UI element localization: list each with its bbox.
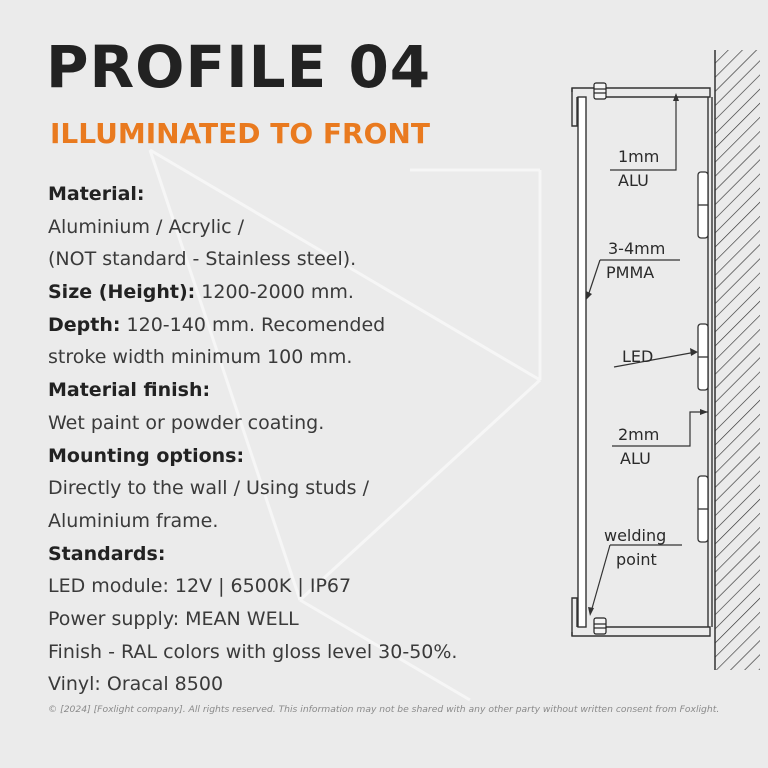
standards-line-1: LED module: 12V | 6500K | IP67 bbox=[48, 575, 352, 598]
label-pmma-thickness: 3-4mm bbox=[608, 239, 666, 258]
material-heading: Material: bbox=[48, 183, 145, 205]
label-alu-1mm-thickness: 1mm bbox=[618, 147, 660, 166]
finish-value: Wet paint or powder coating. bbox=[48, 411, 325, 434]
standards-heading: Standards: bbox=[48, 542, 166, 565]
mounting-heading: Mounting options: bbox=[48, 444, 245, 467]
mounting-line-1: Directly to the wall / Using studs / bbox=[48, 477, 370, 500]
label-welding: welding bbox=[604, 526, 667, 545]
page-title: PROFILE 04 bbox=[46, 33, 432, 101]
size-label: Size (Height): bbox=[48, 281, 196, 304]
label-alu-2mm-thickness: 2mm bbox=[618, 425, 660, 444]
material-line-2: (NOT standard - Stainless steel). bbox=[48, 248, 357, 271]
copyright-footer: © [2024] [Foxlight company]. All rights reserved. This information may not be shared with any other party without written consent from Foxlight. bbox=[48, 704, 720, 715]
spec-list bbox=[48, 178, 548, 701]
label-welding-point: point bbox=[616, 550, 657, 569]
standards-line-4: Vinyl: Oracal 8500 bbox=[48, 673, 224, 696]
size-value: 1200-2000 mm. bbox=[201, 281, 354, 304]
depth-value: 120-140 mm. Recomended bbox=[126, 313, 386, 336]
led-module-icon bbox=[698, 172, 708, 542]
depth-row bbox=[48, 309, 548, 342]
finish-heading: Material finish: bbox=[48, 379, 211, 402]
label-pmma-material: PMMA bbox=[606, 263, 655, 282]
label-led: LED bbox=[622, 347, 654, 366]
pmma-front bbox=[578, 97, 586, 627]
mounting-line-2: Aluminium frame. bbox=[48, 509, 219, 532]
standards-line-3: Finish - RAL colors with gloss level 30-50%. bbox=[48, 640, 458, 663]
depth-line-2: stroke width minimum 100 mm. bbox=[48, 346, 353, 369]
material-line-1: Aluminium / Acrylic / bbox=[48, 215, 245, 238]
label-alu-1mm-material: ALU bbox=[618, 171, 649, 190]
label-alu-2mm-material: ALU bbox=[620, 449, 651, 468]
profile-cross-section-diagram bbox=[560, 40, 768, 680]
wall-hatching bbox=[715, 50, 760, 670]
standards-line-2: Power supply: MEAN WELL bbox=[48, 607, 299, 630]
size-row bbox=[48, 276, 548, 309]
screw-icon bbox=[594, 83, 606, 634]
page-subtitle: ILLUMINATED TO FRONT bbox=[50, 117, 430, 150]
depth-label: Depth: bbox=[48, 313, 121, 336]
